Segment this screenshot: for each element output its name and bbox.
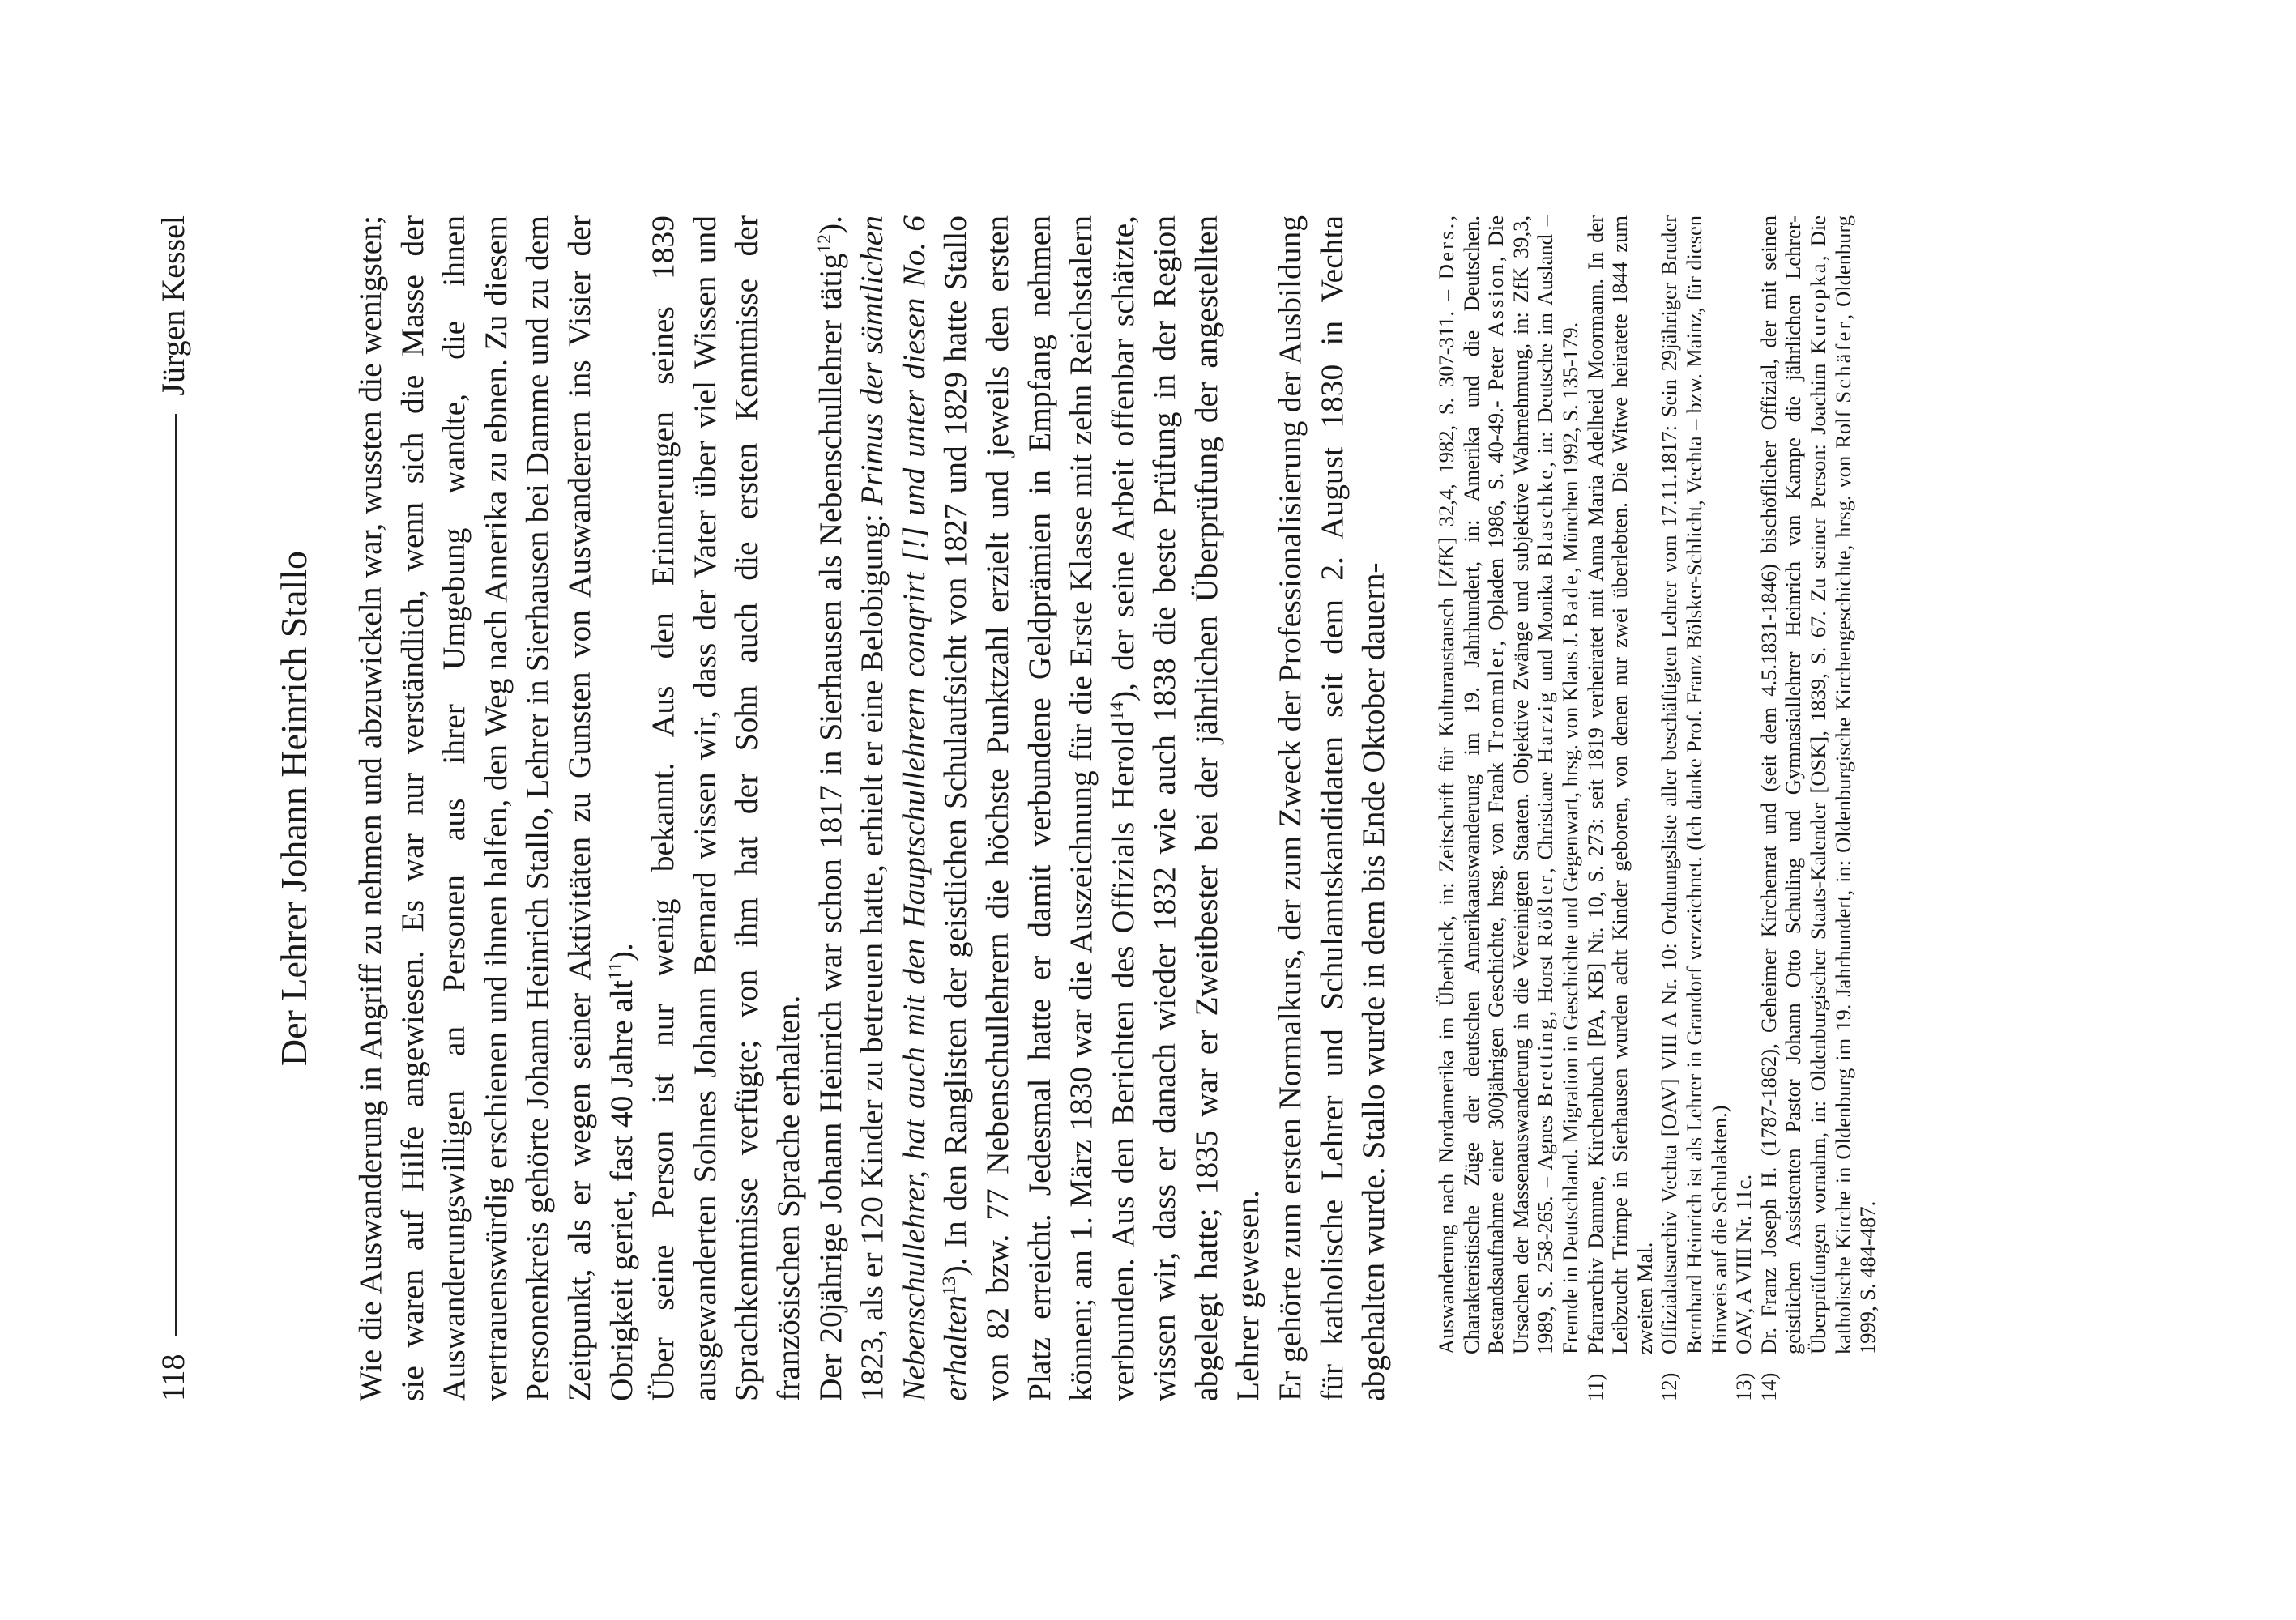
- footnote-ref-12: 12: [813, 234, 835, 254]
- paragraph-1: Wie die Auswanderung in Angriff zu nehmen und abzuwickeln war, wussten die wenigsten; sie waren auf Hilfe angewiesen. Es war nur verständlich, wenn sich die Masse der Auswanderungswilligen an Personen aus ihrer Umgebung wandte, die ihnen vertrauenswürdig erschienen und ihnen halfen, den Weg nach Amerika zu ebnen. Zu diesem Personenkreis gehörte Johann Heinrich Stallo, Lehrer in Sierhausen bei Damme und zu dem Zeitpunkt, als er wegen seiner Aktivitäten zu Gunsten von Auswanderern ins Visier der Obrigkeit geriet, fast 40 Jahre alt$^{11}$).: [352, 215, 639, 1401]
- paragraph-3: Der 20jährige Johann Heinrich war schon 1817 in Sierhausen als Nebenschullehrer tätig$^{12}$). 1823, als er 120 Kinder zu betreuen hatte, erhielt er eine Belobigung: Primus der sämtlichen Nebenschullehrer, hat auch mit den Hauptschullehrern conqrirt [!] und unter diesen No. 6 erhalten$^{13}$). In den Ranglisten der geistlichen Schulaufsicht von 1827 und 1829 hatte Stallo von 82 bzw. 77 Nebenschullehrern die höchste Punktzahl erzielt und jeweils den ersten Platz erreicht. Jedesmal hatte er damit verbundene Geldprämien in Empfang nehmen können; am 1. März 1830 war die Auszeichnung für die Erste Klasse mit zehn Reichstalern verbunden. Aus den Berichten des Offizials Herold$^{14}$), der seine Arbeit offenbar schätzte, wissen wir, dass er danach wieder 1832 wie auch 1838 die beste Prüfung in der Region abgelegt hatte; 1835 war er Zweitbester bei der jährlichen Überprüfung der angestellten Lehrer gewesen.: [812, 215, 1266, 1401]
- footnote-ref-11: 11: [604, 961, 626, 981]
- body-text: [350, 215, 1395, 1401]
- section-title: Der Lehrer Johann Heinrich Stallo: [273, 550, 314, 1067]
- header-rule: [175, 414, 177, 1336]
- quoted-commendation: Primus der sämtlichen Nebenschullehrer, hat auch mit den Hauptschullehrern conqrirt [!] und unter diesen No. 6 erhalten: [854, 215, 974, 1401]
- footnote-14: 14) Dr. Franz Joseph H. (1787-1862), Geheimer Kirchenrat und (seit dem 4.5.1831-1846) bischöflicher Offizial, der mit seinen geistlichen Assistenten Pastor Johann Otto Schuling und Gymnasiallehrer Heinrich van Kampe die jährlichen Lehrer-Überprüfungen vornahm, in: Oldenburgischer Staats-Kalender [OSK], 1839, S. 67. Zu seiner Person: Joachim Kuropka, Die katholische Kirche in Oldenburg im 19. Jahrhundert, in: Oldenburgische Kirchengeschichte, hrsg. von Rolf Schäfer, Oldenburg 1999, S. 484-487.: [1756, 215, 1880, 1401]
- footnote-12: 12) Offizialatsarchiv Vechta [OAV] VIII A Nr. 10: Ordnungsliste aller beschäftigten Lehrer vom 17.11.1817: Sein 29jähriger Bruder Bernhard Heinrich ist als Lehrer in Grandorf verzeichnet. (Ich danke Prof. Franz Bölsker-Schlicht, Vechta – bzw. Mainz, für diesen Hinweis auf die Schulakten.): [1657, 215, 1731, 1401]
- footnote-13: 13) OAV, A VIII Nr. 11c.: [1731, 1174, 1756, 1401]
- running-head: [152, 215, 193, 1401]
- paragraph-2: Über seine Person ist nur wenig bekannt. Aus den Erinnerungen seines 1839 ausgewanderten Sohnes Johann Bernard wissen wir, dass der Vater über viel Wissen und Sprachkenntnisse verfügte; von ihm hat der Sohn auch die ersten Kenntnisse der französischen Sprache erhalten.: [645, 215, 806, 1401]
- page-number: 118: [154, 1354, 191, 1401]
- footnote-ref-14: 14: [1106, 701, 1128, 721]
- running-head-author: Jürgen Kessel: [154, 215, 191, 396]
- footnotes: [1434, 215, 1880, 1401]
- footnote-ref-13: 13: [939, 1276, 961, 1296]
- footnote-continuation: Auswanderung nach Nordamerika im Überblick, in: Zeitschrift für Kulturaustausch [ZfK] 32,4, 1982, S. 307-311. – Ders., Charakteristische Züge der deutschen Amerikaauswanderung im 19. Jahrhundert, in: Amerika und die Deutschen. Bestandsaufnahme einer 300jährigen Geschichte, hrsg. von Frank Trommler, Opladen 1986, S. 40-49.- Peter Assion, Die Ursachen der Massenauswanderung in die Vereinigten Staaten. Objektive Zwänge und subjektive Wahrnehmung, in: ZfK 39,3, 1989, S. 258-265. – Agnes Bretting, Horst Rößler, Christiane Harzig und Monika Blaschke, in: Deutsche im Ausland – Fremde in Deutschland. Migration in Geschichte und Gegenwart, hrsg. von Klaus J. Bade, München 1992, S. 135-179.: [1434, 215, 1582, 1354]
- footnote-11: 11) Pfarrarchiv Damme, Kirchenbuch [PA, KB] Nr. 10, S. 273: seit 1819 verheiratet mit Anna Maria Adelheid Moormann. In der Leibzucht Trimpe in Sierhausen wurden acht Kinder geboren, von denen nur zwei überlebten. Die Witwe heiratete 1844 zum zweiten Mal.: [1582, 215, 1657, 1401]
- paragraph-4: Er gehörte zum ersten Normalkurs, der zum Zweck der Professionalisierung der Ausbildung für katholische Lehrer und Schulamtskandidaten seit dem 2. August 1830 in Vechta abgehalten wurde. Stallo wurde in dem bis Ende Oktober dauern-: [1272, 215, 1392, 1401]
